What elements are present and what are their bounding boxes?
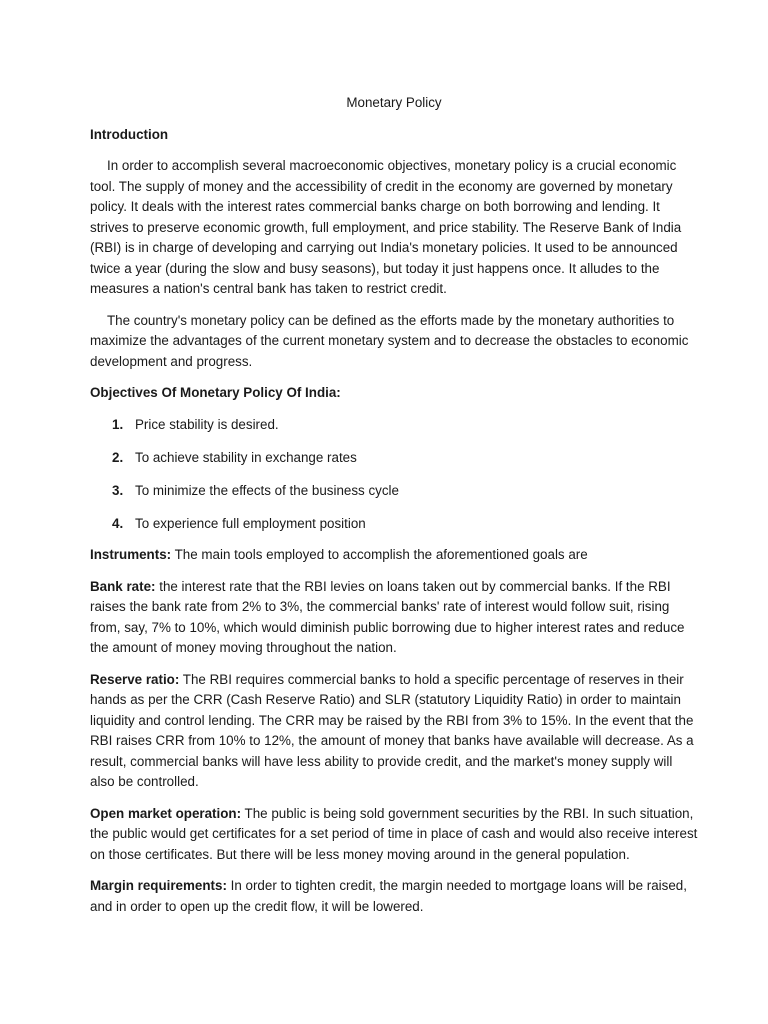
list-item-text: To achieve stability in exchange rates: [135, 449, 357, 465]
reserve-ratio-text: The RBI requires commercial banks to hold a specific percentage of reserves in their hands as per the CRR (Cash Reserve Ratio) and SLR (statutory Liquidity Ratio) in order to maintain liquidity and control lending. The CRR may be raised by the RBI from 3% to 15%. In the event that the RBI raises CRR from 10% to 12%, the amount of money that banks have available will decrease. As a result, commercial banks will have less ability to provide credit, and the market's money supply will also be controlled.: [90, 671, 694, 789]
margin-requirements-paragraph: [90, 876, 698, 917]
objectives-list: [90, 415, 698, 535]
margin-requirements-label: Margin requirements:: [90, 878, 227, 893]
instruments-text: The main tools employed to accomplish the aforementioned goals are: [171, 547, 588, 562]
list-item: [90, 415, 698, 436]
list-item: [90, 481, 698, 502]
objectives-heading: Objectives Of Monetary Policy Of India:: [90, 385, 341, 400]
intro-paragraph-2: The country's monetary policy can be defined as the efforts made by the monetary authorities to maximize the advantages of the current monetary system and to decrease the obstacles to economic development and progress.: [90, 312, 689, 369]
bank-rate-text: the interest rate that the RBI levies on loans taken out by commercial banks. If the RBI raises the bank rate from 2% to 3%, the commercial banks' rate of interest would follow suit, rising from, say, 7% to 10%, which would diminish public borrowing due to higher interest rates and reduce the amount of money moving throughout the nation.: [90, 578, 685, 655]
list-item: [90, 514, 698, 535]
list-item-text: To experience full employment position: [135, 515, 366, 531]
open-market-operation-text: The public is being sold government securities by the RBI. In such situation, the public would get certificates for a set period of time in place of cash and would also receive interest on those certificates. But there will be less money moving around in the general population.: [90, 805, 698, 862]
instruments-paragraph: [90, 545, 698, 566]
bank-rate-label: Bank rate:: [90, 578, 156, 594]
instruments-label: Instruments:: [90, 547, 172, 562]
bank-rate-paragraph: [90, 577, 698, 659]
document-title: Monetary Policy: [346, 95, 442, 110]
intro-paragraph-1: In order to accomplish several macroeconomic objectives, monetary policy is a crucial economic tool. The supply of money and the accessibility of credit in the economy are governed by monetary policy. It deals with the interest rates commercial banks charge on both borrowing and lending. It strives to preserve economic growth, full employment, and price stability. The Reserve Bank of India (RBI) is in charge of developing and carrying out India's monetary policies. It used to be announced twice a year (during the slow and busy seasons), but today it just happens once. It alludes to the measures a nation's central bank has taken to restrict credit.: [90, 158, 682, 296]
list-item-number: 4.: [112, 515, 124, 531]
list-item-text: Price stability is desired.: [135, 416, 279, 432]
list-item-number: 1.: [112, 416, 124, 432]
margin-requirements-text: In order to tighten credit, the margin needed to mortgage loans will be raised, and in order to open up the credit flow, it will be lowered.: [90, 878, 687, 914]
open-market-operation-label: Open market operation:: [90, 805, 242, 821]
list-item: [90, 448, 698, 469]
introduction-heading: Introduction: [90, 126, 169, 142]
reserve-ratio-label: Reserve ratio:: [90, 671, 180, 687]
open-market-operation-paragraph: [90, 804, 698, 866]
list-item-number: 3.: [112, 482, 124, 498]
list-item-text: To minimize the effects of the business cycle: [135, 482, 399, 498]
reserve-ratio-paragraph: [90, 670, 698, 793]
list-item-number: 2.: [112, 449, 124, 465]
